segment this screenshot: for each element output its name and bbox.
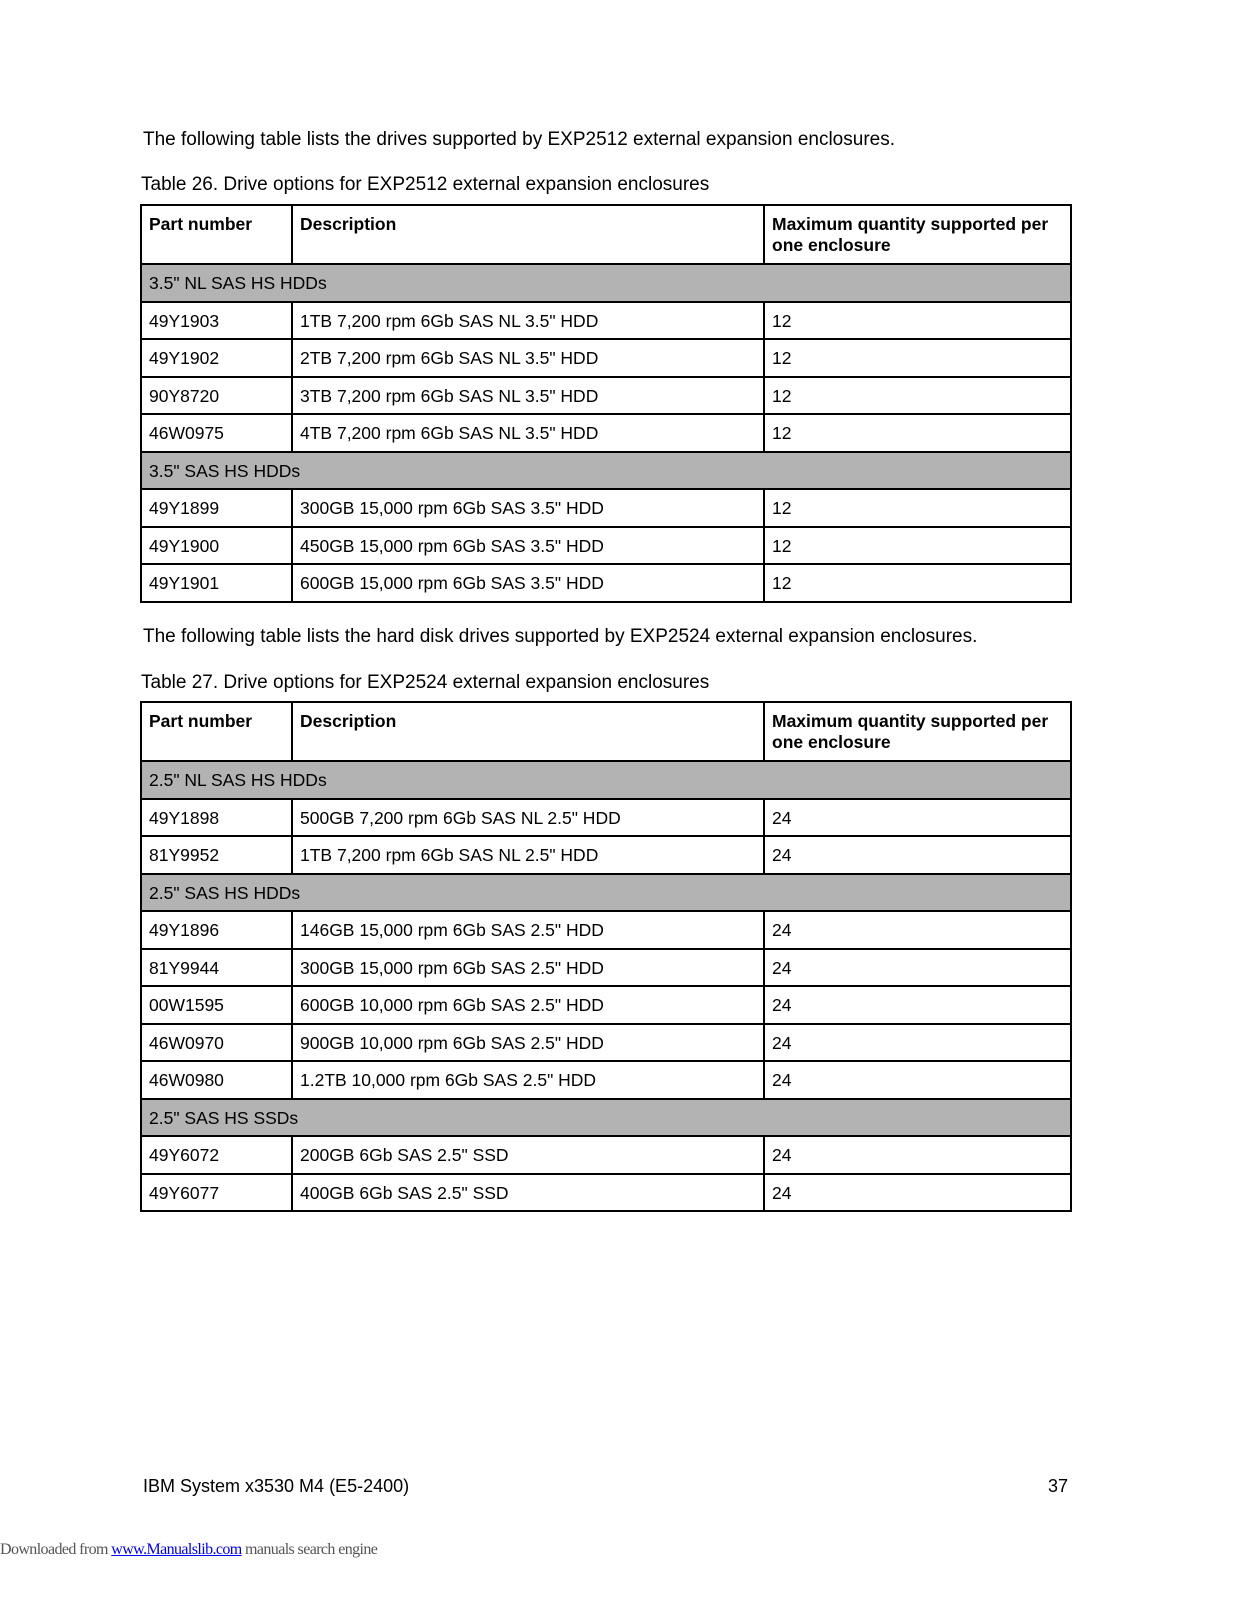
table-row <box>141 986 1071 1024</box>
description-cell: 600GB 15,000 rpm 6Gb SAS 3.5" HDD <box>292 564 764 602</box>
table-row <box>141 1061 1071 1099</box>
quantity-cell: 12 <box>764 489 1071 527</box>
description-cell: 4TB 7,200 rpm 6Gb SAS NL 3.5" HDD <box>292 414 764 452</box>
table-row <box>141 949 1071 987</box>
part-number-cell: 49Y1900 <box>141 527 292 565</box>
part-number-cell: 46W0975 <box>141 414 292 452</box>
group-label: 2.5" NL SAS HS HDDs <box>141 761 1071 799</box>
table-row <box>141 836 1071 874</box>
quantity-cell: 24 <box>764 949 1071 987</box>
table26 <box>140 204 1072 603</box>
header-description: Description <box>292 702 764 761</box>
watermark-prefix: Downloaded from <box>0 1541 112 1558</box>
description-cell: 146GB 15,000 rpm 6Gb SAS 2.5" HDD <box>292 911 764 949</box>
quantity-cell: 12 <box>764 377 1071 415</box>
footer-title: IBM System x3530 M4 (E5-2400) <box>143 1476 410 1496</box>
part-number-cell: 49Y1899 <box>141 489 292 527</box>
part-number-cell: 46W0980 <box>141 1061 292 1099</box>
part-number-cell: 49Y1903 <box>141 302 292 340</box>
description-cell: 900GB 10,000 rpm 6Gb SAS 2.5" HDD <box>292 1024 764 1062</box>
part-number-cell: 49Y6072 <box>141 1136 292 1174</box>
watermark-suffix: manuals search engine <box>241 1541 378 1558</box>
description-cell: 300GB 15,000 rpm 6Gb SAS 3.5" HDD <box>292 489 764 527</box>
part-number-cell: 90Y8720 <box>141 377 292 415</box>
table-row <box>141 377 1071 415</box>
table-row <box>141 1024 1071 1062</box>
header-part-number: Part number <box>141 702 292 761</box>
section1-intro: The following table lists the drives supported by EXP2512 external expansion enclosures. <box>143 129 895 150</box>
header-part-number: Part number <box>141 205 292 264</box>
quantity-cell: 24 <box>764 1061 1071 1099</box>
description-cell: 400GB 6Gb SAS 2.5" SSD <box>292 1174 764 1212</box>
description-cell: 300GB 15,000 rpm 6Gb SAS 2.5" HDD <box>292 949 764 987</box>
group-row <box>141 452 1071 490</box>
quantity-cell: 24 <box>764 1174 1071 1212</box>
quantity-cell: 12 <box>764 302 1071 340</box>
part-number-cell: 81Y9952 <box>141 836 292 874</box>
section2-intro: The following table lists the hard disk drives supported by EXP2524 external expansion enclosures. <box>143 626 978 647</box>
part-number-cell: 49Y1898 <box>141 799 292 837</box>
part-number-cell: 49Y6077 <box>141 1174 292 1212</box>
description-cell: 600GB 10,000 rpm 6Gb SAS 2.5" HDD <box>292 986 764 1024</box>
watermark <box>0 1541 377 1559</box>
part-number-cell: 81Y9944 <box>141 949 292 987</box>
quantity-cell: 24 <box>764 1024 1071 1062</box>
page-number: 37 <box>1048 1476 1069 1496</box>
group-row <box>141 264 1071 302</box>
part-number-cell: 46W0970 <box>141 1024 292 1062</box>
group-row <box>141 874 1071 912</box>
table27-caption: Table 27. Drive options for EXP2524 external expansion enclosures <box>141 672 710 693</box>
table26-caption: Table 26. Drive options for EXP2512 external expansion enclosures <box>141 174 710 195</box>
quantity-cell: 24 <box>764 799 1071 837</box>
quantity-cell: 12 <box>764 527 1071 565</box>
group-label: 3.5" SAS HS HDDs <box>141 452 1071 490</box>
table-row <box>141 339 1071 377</box>
description-cell: 450GB 15,000 rpm 6Gb SAS 3.5" HDD <box>292 527 764 565</box>
part-number-cell: 49Y1902 <box>141 339 292 377</box>
description-cell: 1TB 7,200 rpm 6Gb SAS NL 2.5" HDD <box>292 836 764 874</box>
table-row <box>141 414 1071 452</box>
table-row <box>141 799 1071 837</box>
group-row <box>141 1099 1071 1137</box>
description-cell: 1.2TB 10,000 rpm 6Gb SAS 2.5" HDD <box>292 1061 764 1099</box>
group-label: 2.5" SAS HS SSDs <box>141 1099 1071 1137</box>
table-row <box>141 564 1071 602</box>
description-cell: 3TB 7,200 rpm 6Gb SAS NL 3.5" HDD <box>292 377 764 415</box>
part-number-cell: 49Y1901 <box>141 564 292 602</box>
quantity-cell: 24 <box>764 1136 1071 1174</box>
table-header-row <box>141 205 1071 264</box>
table-row <box>141 1136 1071 1174</box>
quantity-cell: 24 <box>764 836 1071 874</box>
table27 <box>140 701 1072 1212</box>
quantity-cell: 24 <box>764 986 1071 1024</box>
description-cell: 2TB 7,200 rpm 6Gb SAS NL 3.5" HDD <box>292 339 764 377</box>
table-row <box>141 302 1071 340</box>
description-cell: 500GB 7,200 rpm 6Gb SAS NL 2.5" HDD <box>292 799 764 837</box>
table-header-row <box>141 702 1071 761</box>
group-row <box>141 761 1071 799</box>
quantity-cell: 24 <box>764 911 1071 949</box>
table-row <box>141 1174 1071 1212</box>
part-number-cell: 49Y1896 <box>141 911 292 949</box>
description-cell: 200GB 6Gb SAS 2.5" SSD <box>292 1136 764 1174</box>
group-label: 2.5" SAS HS HDDs <box>141 874 1071 912</box>
header-max-quantity: Maximum quantity supported per one enclosure <box>764 205 1071 264</box>
table-row <box>141 489 1071 527</box>
header-max-quantity: Maximum quantity supported per one enclosure <box>764 702 1071 761</box>
quantity-cell: 12 <box>764 414 1071 452</box>
table-row <box>141 911 1071 949</box>
group-label: 3.5" NL SAS HS HDDs <box>141 264 1071 302</box>
quantity-cell: 12 <box>764 339 1071 377</box>
header-description: Description <box>292 205 764 264</box>
description-cell: 1TB 7,200 rpm 6Gb SAS NL 3.5" HDD <box>292 302 764 340</box>
part-number-cell: 00W1595 <box>141 986 292 1024</box>
quantity-cell: 12 <box>764 564 1071 602</box>
table-row <box>141 527 1071 565</box>
watermark-link[interactable]: www.Manualslib.com <box>111 1541 242 1558</box>
